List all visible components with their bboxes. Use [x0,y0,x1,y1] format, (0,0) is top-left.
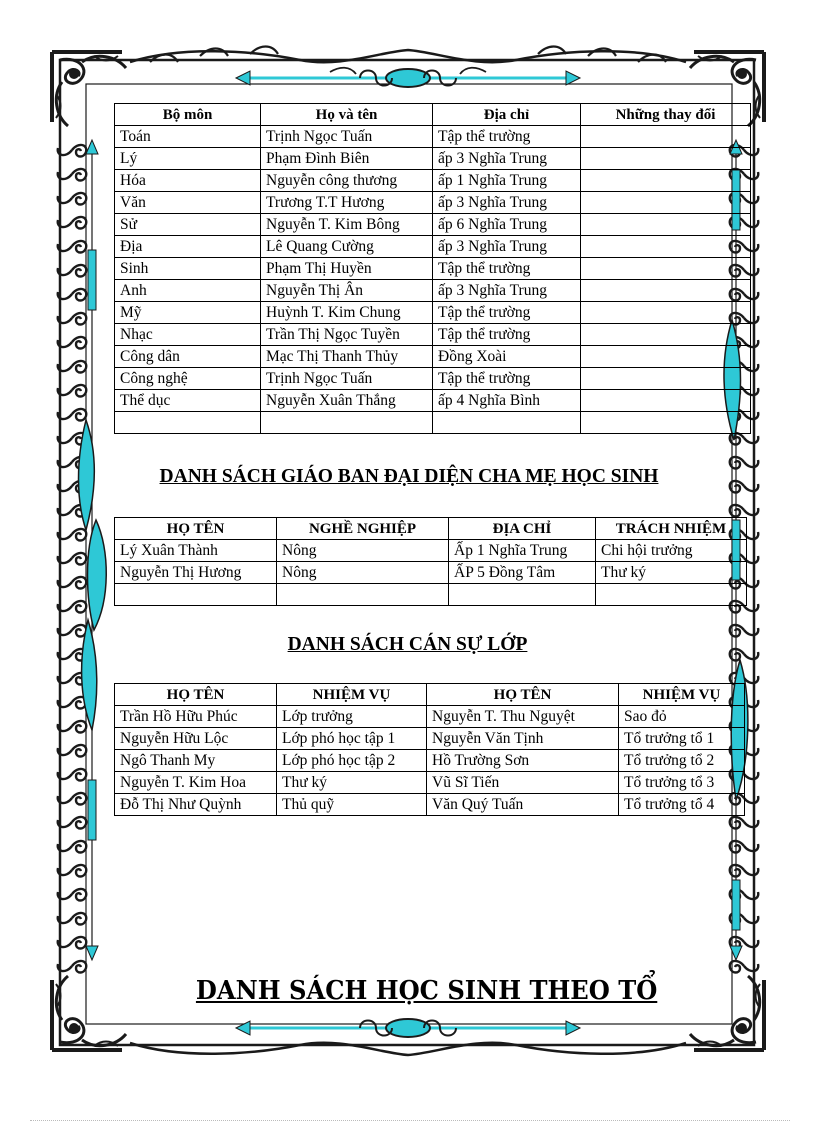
table-cell: Đồng Xoài [433,346,581,368]
table-cell: Toán [115,126,261,148]
table-cell: ấp 1 Nghĩa Trung [433,170,581,192]
subject-teachers-table [114,103,751,434]
table-cell: Mỹ [115,302,261,324]
table-cell: Nguyễn Thị Hương [115,562,277,584]
table-cell: ấp 3 Nghĩa Trung [433,148,581,170]
table-cell [115,412,261,434]
table-cell: Sử [115,214,261,236]
table-cell: Nguyễn T. Kim Bông [261,214,433,236]
table-row [115,236,751,258]
table-cell: Tập thể trường [433,302,581,324]
table-cell [581,390,751,412]
table-cell [581,214,751,236]
table-cell [581,280,751,302]
class-officers-heading: DANH SÁCH CÁN SỰ LỚP [287,634,528,655]
table-cell: Tập thể trường [433,258,581,280]
table-row [115,368,751,390]
table-cell: Trương T.T Hương [261,192,433,214]
table-row [115,540,747,562]
table-cell: ấp 3 Nghĩa Trung [433,280,581,302]
table-row [115,750,745,772]
table-cell: ấp 4 Nghĩa Bình [433,390,581,412]
page-bottom-rule [30,1120,790,1121]
table-row [115,324,751,346]
table-cell [581,258,751,280]
table-cell: Nguyễn Hữu Lộc [115,728,277,750]
table-cell: Lý [115,148,261,170]
table-cell: Thư ký [596,562,747,584]
table-row [115,584,747,606]
table-cell: Vũ Sĩ Tiến [427,772,619,794]
table-row [115,562,747,584]
table-cell: Nhạc [115,324,261,346]
column-header: ĐỊA CHỈ [449,518,596,540]
table-cell [581,192,751,214]
table-cell: ấp 3 Nghĩa Trung [433,192,581,214]
table-cell: Công dân [115,346,261,368]
table-cell: Nguyễn Thị Ân [261,280,433,302]
table-cell: Phạm Đình Biên [261,148,433,170]
table-cell: Trịnh Ngọc Tuấn [261,368,433,390]
table-cell: Tổ trưởng tổ 4 [619,794,745,816]
table-row [115,258,751,280]
table-cell [581,302,751,324]
table-cell: Thủ quỹ [277,794,427,816]
table-cell: Tập thể trường [433,324,581,346]
table-row [115,302,751,324]
table-cell [581,412,751,434]
table-cell: Lớp phó học tập 2 [277,750,427,772]
table-cell: ấp 3 Nghĩa Trung [433,236,581,258]
table-cell [261,412,433,434]
parents-table [114,517,747,606]
table-cell [581,346,751,368]
table-row [115,412,751,434]
table-header-row [115,104,751,126]
table-cell [449,584,596,606]
table-cell: Nông [277,540,449,562]
table-cell: Anh [115,280,261,302]
table-cell: Phạm Thị Huyền [261,258,433,280]
table-row [115,192,751,214]
table-cell: Hóa [115,170,261,192]
table-cell: Lý Xuân Thành [115,540,277,562]
table-row [115,346,751,368]
table-cell [581,148,751,170]
table-cell: Lớp trưởng [277,706,427,728]
table-row [115,706,745,728]
table-header-row [115,684,745,706]
table-cell: Trần Thị Ngọc Tuyền [261,324,433,346]
table-cell: Hồ Trường Sơn [427,750,619,772]
table-cell: Sao đỏ [619,706,745,728]
table-cell [581,368,751,390]
student-groups-heading: DANH SÁCH HỌC SINH THEO TỔ [195,976,658,1006]
table-row [115,728,745,750]
table-cell: Thư ký [277,772,427,794]
table-cell: Chi hội trưởng [596,540,747,562]
table-cell [115,584,277,606]
table-cell: Văn Quý Tuấn [427,794,619,816]
column-header: TRÁCH NHIỆM [596,518,747,540]
table-cell: Nguyễn công thương [261,170,433,192]
column-header: Bộ môn [115,104,261,126]
table-cell: Nguyễn Xuân Thắng [261,390,433,412]
column-header: HỌ TÊN [427,684,619,706]
table-cell [277,584,449,606]
table-cell: Địa [115,236,261,258]
parents-section-heading: DANH SÁCH GIÁO BAN ĐẠI DIỆN CHA MẸ HỌC SINH [159,466,659,487]
table-cell [596,584,747,606]
table-cell: Ngô Thanh My [115,750,277,772]
table-cell: ẤP 5 Đồng Tâm [449,562,596,584]
table-cell: Trịnh Ngọc Tuấn [261,126,433,148]
table-row [115,794,745,816]
table-cell: Thể dục [115,390,261,412]
column-header: HỌ TÊN [115,684,277,706]
table-row [115,280,751,302]
column-header: Những thay đổi [581,104,751,126]
table-cell: Tập thể trường [433,126,581,148]
table-cell: Nguyễn T. Kim Hoa [115,772,277,794]
table-cell [581,324,751,346]
table-row [115,390,751,412]
table-cell: Lớp phó học tập 1 [277,728,427,750]
table-cell: ấp 6 Nghĩa Trung [433,214,581,236]
table-cell: Mạc Thị Thanh Thủy [261,346,433,368]
column-header: Họ và tên [261,104,433,126]
column-header: HỌ TÊN [115,518,277,540]
table-row [115,148,751,170]
table-cell [581,236,751,258]
table-header-row [115,518,747,540]
table-row [115,126,751,148]
table-row [115,214,751,236]
table-row [115,170,751,192]
column-header: Địa chỉ [433,104,581,126]
table-cell: Ấp 1 Nghĩa Trung [449,540,596,562]
table-cell: Huỳnh T. Kim Chung [261,302,433,324]
table-cell: Trần Hồ Hữu Phúc [115,706,277,728]
column-header: NGHỀ NGHIỆP [277,518,449,540]
table-row [115,772,745,794]
table-cell: Sinh [115,258,261,280]
table-cell: Tập thể trường [433,368,581,390]
table-cell: Văn [115,192,261,214]
class-officers-table [114,683,745,816]
column-header: NHIỆM VỤ [277,684,427,706]
table-cell: Tổ trưởng tổ 1 [619,728,745,750]
table-cell [433,412,581,434]
table-cell: Tổ trưởng tổ 3 [619,772,745,794]
table-cell: Nguyễn T. Thu Nguyệt [427,706,619,728]
table-cell: Công nghệ [115,368,261,390]
table-cell: Nguyễn Văn Tịnh [427,728,619,750]
table-cell [581,126,751,148]
table-cell: Tổ trưởng tổ 2 [619,750,745,772]
table-cell: Lê Quang Cường [261,236,433,258]
table-cell [581,170,751,192]
table-cell: Đỗ Thị Như Quỳnh [115,794,277,816]
table-cell: Nông [277,562,449,584]
column-header: NHIỆM VỤ [619,684,745,706]
